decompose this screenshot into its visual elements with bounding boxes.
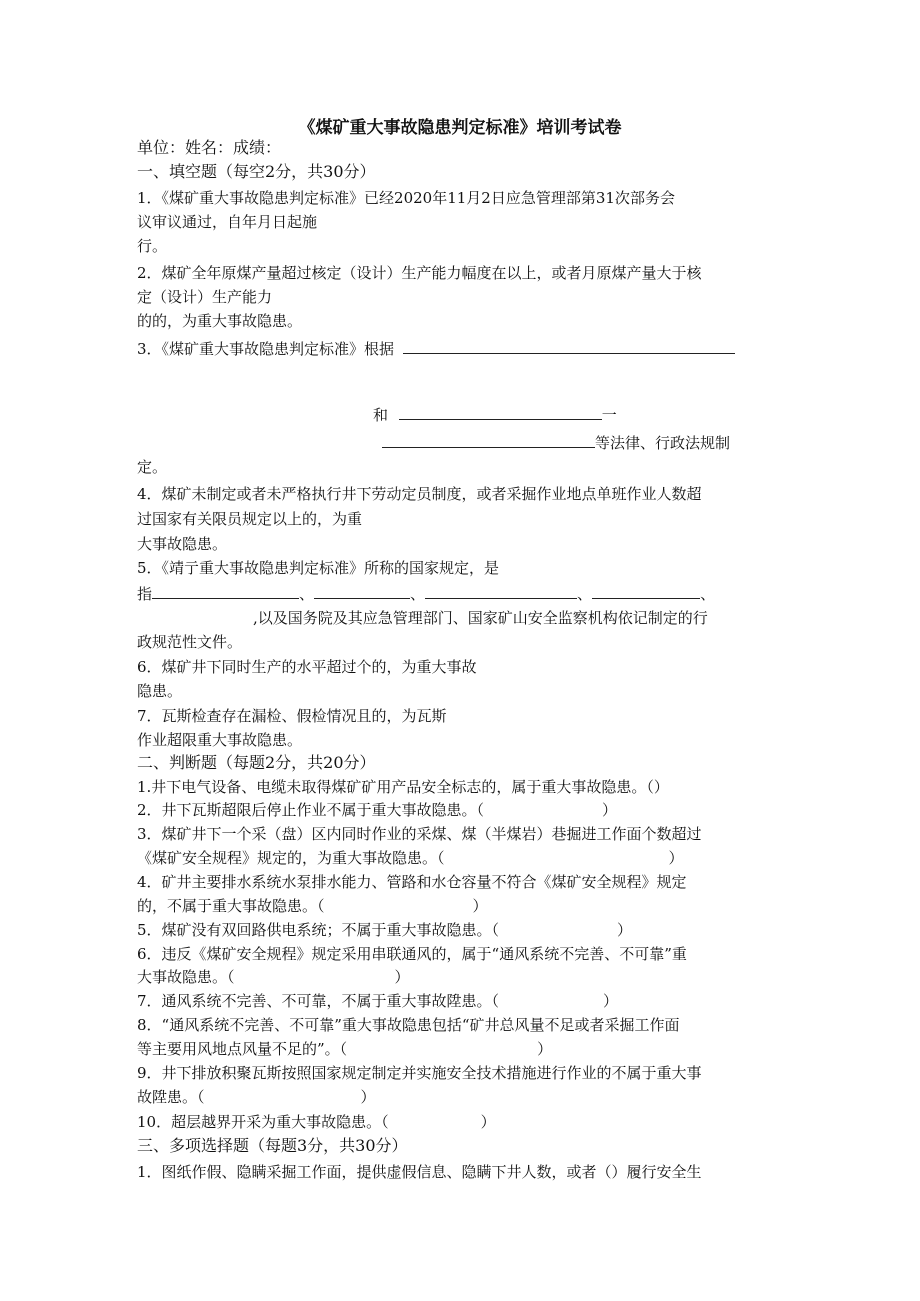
q1-line2: 议审议通过，自年月日起施 — [137, 213, 318, 231]
q3-text: 3．《煤矿重大事故隐患判定标准》根据 — [137, 340, 395, 358]
tf-q3-close: ） — [668, 849, 684, 867]
tf-q4-line2 — [137, 896, 488, 916]
tf-q7 — [137, 991, 618, 1011]
q5-blank-1[interactable] — [152, 583, 299, 599]
tf-q6-text: 大事故隐患。（ — [137, 968, 235, 986]
tf-q9-line1: 9．井下排放积聚瓦斯按照国家规定制定并实施安全技术措施进行作业的不属于重大事 — [137, 1064, 702, 1082]
tf-q6-line1: 6．违反《煤矿安全规程》规定采用串联通风的，属于“通风系统不完善、不可靠”重 — [137, 945, 687, 963]
q3-end: 等法律、行政法规制 — [595, 434, 731, 452]
q5-sep-4: 、 — [700, 585, 716, 603]
q3-blank-2[interactable] — [399, 404, 602, 420]
tf-q10-close: ） — [480, 1113, 496, 1131]
q2-line2: 定（设计）生产能力 — [137, 288, 273, 306]
q2-line3: 的的，为重大事故隐患。 — [137, 312, 303, 330]
tf-q4-line1: 4．矿井主要排水系统水泵排水能力、管路和水仓容量不符合《煤矿安全规程》规定 — [137, 873, 687, 891]
q5-zhi: 指 — [137, 585, 153, 603]
q4-line1: 4．煤矿未制定或者未严格执行井下劳动定员制度，或者采掘作业地点单班作业人数超 — [137, 485, 702, 503]
section-fill-in-heading: 一、填空题（每空2分，共30分） — [137, 162, 376, 181]
section-multiple-choice-heading: 三、多项选择题（每题3分，共30分） — [137, 1136, 408, 1155]
tf-q3-line1: 3．煤矿井下一个采（盘）区内同时作业的采煤、煤（半煤岩）巷掘进工作面个数超过 — [137, 825, 702, 843]
q3-line4: 定。 — [137, 458, 168, 476]
q1-line1: 1．《煤矿重大事故隐患判定标准》已经2020年11月2日应急管理部第31次部务会 — [137, 189, 675, 207]
q3-blank-3[interactable] — [382, 432, 595, 448]
tf-q2-text: 2．井下瓦斯超限后停止作业不属于重大事故隐患。（ — [137, 801, 485, 819]
tf-q8-line1: 8．“通风系统不完善、不可靠”重大事故隐患包括“矿井总风量不足或者采掘工作面 — [137, 1016, 680, 1034]
tf-q9-line2 — [137, 1087, 376, 1107]
q5-sep-3: 、 — [577, 585, 593, 603]
mc-q1: 1．图纸作假、隐瞒采掘工作面，提供虚假信息、隐瞒下井人数，或者（）履行安全生 — [137, 1163, 702, 1181]
tf-q5 — [137, 920, 632, 940]
q7-line2: 作业超限重大事故隐患。 — [137, 731, 303, 749]
q6-line2: 隐患。 — [137, 682, 183, 700]
tf-q2-close: ） — [602, 801, 618, 819]
tf-q5-text: 5．煤矿没有双回路供电系统；不属于重大事故隐患。（ — [137, 921, 500, 939]
tf-q10 — [137, 1112, 496, 1132]
tf-q6-close: ） — [394, 968, 410, 986]
q5-line2 — [137, 583, 715, 604]
q4-line2: 过国家有关限员规定以上的，为重 — [137, 510, 363, 528]
q3-line3 — [382, 432, 730, 453]
section-true-false-heading: 二、判断题（每题2分，共20分） — [137, 753, 376, 772]
tf-q9-close: ） — [360, 1088, 376, 1106]
q5-blank-4[interactable] — [592, 583, 700, 599]
tf-q8-close: ） — [537, 1040, 553, 1058]
q3-he: 和 — [373, 406, 389, 424]
q5-sep-1: 、 — [299, 585, 315, 603]
tf-q2 — [137, 800, 617, 820]
tf-q8-line2 — [137, 1039, 552, 1059]
q7-line1: 7．瓦斯检查存在漏检、假检情况且的，为瓦斯 — [137, 707, 447, 725]
q3-dash: 一 — [601, 406, 617, 424]
q3-blank-1[interactable] — [403, 338, 735, 354]
q5-blank-2[interactable] — [314, 583, 410, 599]
q5-line4: 政规范性文件。 — [137, 633, 243, 651]
exam-title: 《煤矿重大事故隐患判定标准》培训考试卷 — [298, 118, 622, 138]
tf-q10-text: 10．超层越界开采为重大事故隐患。（ — [137, 1113, 389, 1131]
tf-q3-text: 《煤矿安全规程》规定的，为重大事故隐患。（ — [137, 849, 445, 867]
q5-sep-2: 、 — [410, 585, 426, 603]
tf-q6-line2 — [137, 967, 410, 987]
q2-line1: 2．煤矿全年原煤产量超过核定（设计）生产能力幅度在以上，或者月原煤产量大于核 — [137, 264, 702, 282]
q1-line3: 行。 — [137, 237, 168, 255]
q3-line2 — [373, 404, 617, 425]
q5-line1: 5．《靖亍重大事故隐患判定标准》所称的国家规定，是 — [137, 559, 500, 577]
tf-q5-close: ） — [617, 921, 633, 939]
tf-q1: 1.井下电气设备、电缆未取得煤矿矿用产品安全标志的，属于重大事故隐患。（） — [137, 778, 669, 796]
tf-q7-text: 7．通风系统不完善、不可靠，不属于重大事故陞患。（ — [137, 992, 500, 1010]
tf-q8-text: 等主要用风地点风量不足的”。（ — [137, 1040, 348, 1058]
tf-q7-close: ） — [603, 992, 619, 1010]
tf-q9-text: 故陞患。（ — [137, 1088, 205, 1106]
q5-line3: ,以及国务院及其应急管理部门、国家矿山安全监察机构依记制定的行 — [253, 609, 708, 627]
tf-q3-line2 — [137, 848, 684, 868]
tf-q4-text: 的，不属于重大事故隐患。（ — [137, 897, 325, 915]
q6-line1: 6．煤矿井下同时生产的水平超过个的，为重大事故 — [137, 658, 477, 676]
q5-blank-3[interactable] — [425, 583, 577, 599]
exam-header: 单位：姓名：成绩： — [137, 138, 282, 157]
q3-line1 — [137, 338, 735, 359]
tf-q4-close: ） — [472, 897, 488, 915]
q4-line3: 大事故隐患。 — [137, 535, 228, 553]
